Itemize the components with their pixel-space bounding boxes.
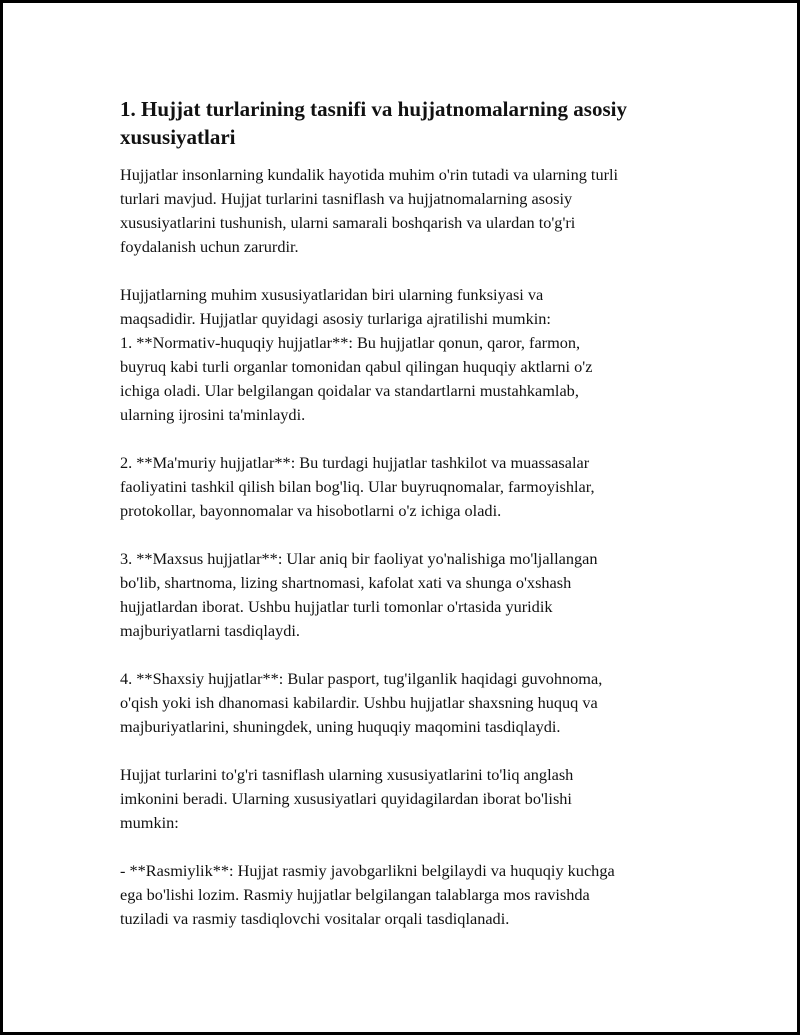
text-line: 4. **Shaxsiy hujjatlar**: Bular pasport, tug'ilganlik haqidagi guvohnoma, bbox=[120, 669, 603, 688]
paragraph-administrative bbox=[120, 451, 690, 523]
text-line: Hujjatlarning muhim xususiyatlaridan biri ularning funksiyasi va bbox=[120, 285, 544, 304]
text-line: hujjatlardan iborat. Ushbu hujjatlar turli tomonlar o'rtasida yuridik bbox=[120, 597, 553, 616]
text-line: foydalanish uchun zarurdir. bbox=[120, 237, 299, 256]
text-line: mumkin: bbox=[120, 813, 179, 832]
text-line: ichiga oladi. Ular belgilangan qoidalar va standartlarni mustahkamlab, bbox=[120, 381, 579, 400]
text-line: majburiyatlarini, shuningdek, uning huquqiy maqomini tasdiqlaydi. bbox=[120, 717, 561, 736]
section-title bbox=[120, 95, 690, 151]
text-line: Hujjat turlarini to'g'ri tasniflash ularning xususiyatlarini to'liq anglash bbox=[120, 765, 574, 784]
document-body bbox=[120, 95, 690, 955]
title-line: xususiyatlari bbox=[120, 125, 236, 149]
text-line: tuziladi va rasmiy tasdiqlovchi vositalar orqali tasdiqlanadi. bbox=[120, 909, 510, 928]
text-line: Hujjatlar insonlarning kundalik hayotida muhim o'rin tutadi va ularning turli bbox=[120, 165, 619, 184]
text-line: - **Rasmiylik**: Hujjat rasmiy javobgarlikni belgilaydi va huquqiy kuchga bbox=[120, 861, 615, 880]
text-line: o'qish yoki ish dhanomasi kabilardir. Ushbu hujjatlar shaxsning huquq va bbox=[120, 693, 598, 712]
text-line: 3. **Maxsus hujjatlar**: Ular aniq bir faoliyat yo'nalishiga mo'ljallangan bbox=[120, 549, 598, 568]
paragraph-normative bbox=[120, 283, 690, 427]
text-line: protokollar, bayonnomalar va hisobotlarni o'z ichiga oladi. bbox=[120, 501, 502, 520]
text-line: maqsadidir. Hujjatlar quyidagi asosiy turlariga ajratilishi mumkin: bbox=[120, 309, 551, 328]
text-line: 1. **Normativ-huquqiy hujjatlar**: Bu hujjatlar qonun, qaror, farmon, bbox=[120, 333, 581, 352]
paragraph-formality bbox=[120, 859, 690, 931]
text-line: xususiyatlarini tushunish, ularni samarali boshqarish va ulardan to'g'ri bbox=[120, 213, 576, 232]
paragraph-classification bbox=[120, 763, 690, 835]
paragraph-intro bbox=[120, 163, 690, 259]
paragraph-personal bbox=[120, 667, 690, 739]
text-line: ega bo'lishi lozim. Rasmiy hujjatlar belgilangan talablarga mos ravishda bbox=[120, 885, 590, 904]
text-line: bo'lib, shartnoma, lizing shartnomasi, kafolat xati va shunga o'xshash bbox=[120, 573, 572, 592]
text-line: faoliyatini tashkil qilish bilan bog'liq. Ular buyruqnomalar, farmoyishlar, bbox=[120, 477, 595, 496]
text-line: imkonini beradi. Ularning xususiyatlari quyidagilardan iborat bo'lishi bbox=[120, 789, 572, 808]
text-line: majburiyatlarni tasdiqlaydi. bbox=[120, 621, 300, 640]
title-line: 1. Hujjat turlarining tasnifi va hujjatnomalarning asosiy bbox=[120, 97, 627, 121]
paragraph-special bbox=[120, 547, 690, 643]
text-line: ularning ijrosini ta'minlaydi. bbox=[120, 405, 306, 424]
text-line: turlari mavjud. Hujjat turlarini tasniflash va hujjatnomalarning asosiy bbox=[120, 189, 573, 208]
text-line: buyruq kabi turli organlar tomonidan qabul qilingan huquqiy aktlarni o'z bbox=[120, 357, 593, 376]
text-line: 2. **Ma'muriy hujjatlar**: Bu turdagi hujjatlar tashkilot va muassasalar bbox=[120, 453, 590, 472]
